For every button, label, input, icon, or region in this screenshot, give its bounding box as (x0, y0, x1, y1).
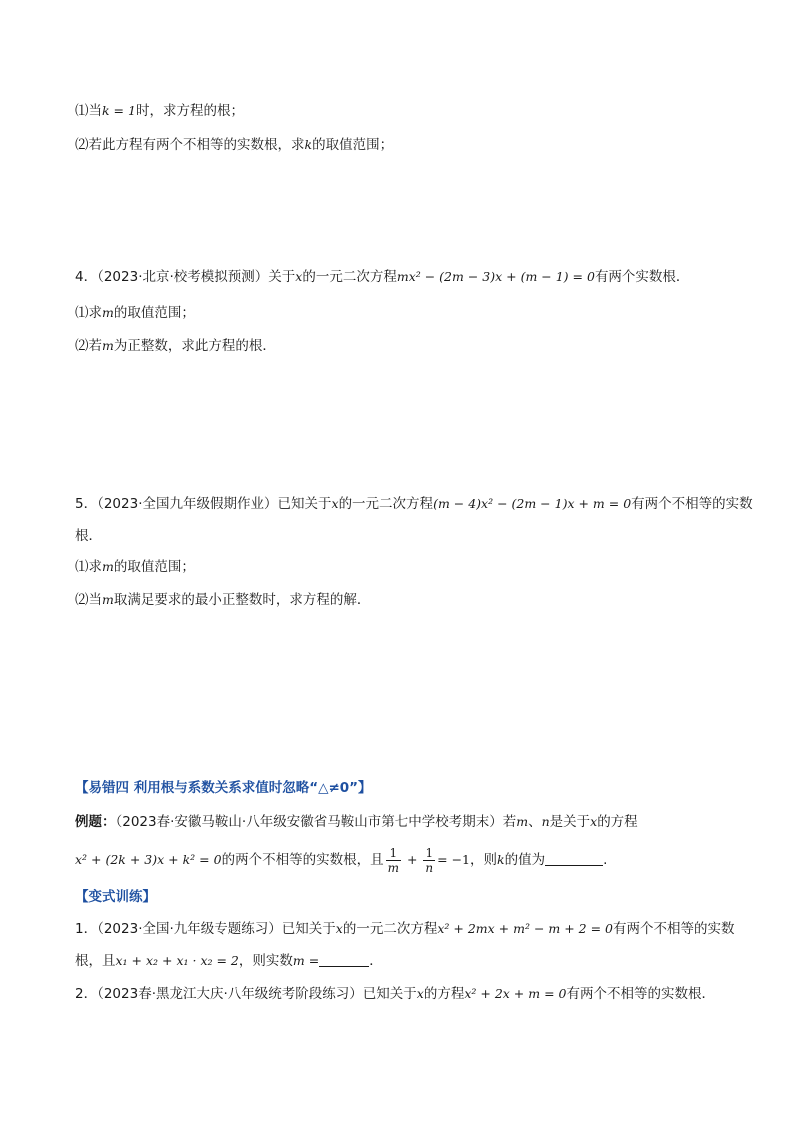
q5-part1 (75, 557, 195, 577)
q5-part2 (75, 590, 370, 610)
q4-part2 (75, 336, 276, 356)
practice1-suffix: 有两个不相等的实数 (613, 921, 735, 937)
q5-var-x: x (331, 496, 339, 511)
practice1-condition: x₁ + x₂ + x₁ · x₂ = 2 (115, 953, 239, 968)
q3-part1 (75, 101, 244, 121)
practice-item1-line1 (75, 919, 735, 939)
q4-stem-mid: 的一元二次方程 (302, 269, 397, 285)
q5-stem-mid: 的一元二次方程 (338, 496, 434, 512)
practice2-mid: 的方程 (423, 986, 465, 1002)
q4-equation: mx² − (2m − 3)x + (m − 1) = 0 (396, 269, 595, 284)
fraction-1-numerator: 1 (386, 846, 401, 861)
practice2-source: 2．（2023春·黑龙江大庆·八年级统考阶段练习）已知关于 (75, 986, 417, 1002)
example-var-x: x (590, 814, 598, 829)
q4-var-x: x (295, 269, 303, 284)
q5-part1-prefix: ⑴求 (75, 559, 102, 575)
example-mid: 是关于 (549, 814, 591, 830)
answer-blank[interactable] (545, 851, 603, 866)
practice1-line2-prefix: 根，且 (75, 953, 116, 969)
practice2-var-x: x (416, 986, 424, 1001)
example-var-n: n (541, 814, 550, 829)
q5-stem-line2: 根． (75, 528, 102, 544)
practice-item1-line2 (75, 951, 383, 971)
example-line2-text: 的两个不相等的实数根，且 (221, 852, 384, 868)
example-line2: x² + (2k + 3)x + k² = 0的两个不相等的实数根，且 $\frac{1}{m}$ + $\frac{1}{n}$ = −1，则k的值为 . (75, 845, 608, 875)
q5-part2-prefix: ⑵当 (75, 592, 102, 608)
q4-part2-var: m (102, 338, 114, 353)
example-line1 (75, 812, 638, 832)
practice1-mid: 的一元二次方程 (342, 921, 438, 937)
fraction-1-over-n (423, 846, 435, 875)
example-end-mark: . (603, 852, 608, 868)
q5-stem-suffix: 有两个不相等的实数 (631, 496, 753, 512)
practice2-suffix: 有两个不相等的实数根． (566, 986, 715, 1002)
q5-stem (75, 494, 753, 514)
q4-part2-prefix: ⑵若 (75, 338, 102, 354)
q3-part2 (75, 135, 393, 155)
section-heading: 【易错四 利用根与系数关系求值时忽略“△≠0”】 (75, 780, 372, 796)
q4-part1-prefix: ⑴求 (75, 305, 102, 321)
q5-part2-var: m (102, 592, 114, 607)
q5-equation: (m − 4)x² − (2m − 1)x + m = 0 (433, 496, 632, 511)
q5-stem-prefix: 5．（2023·全国九年级假期作业）已知关于 (75, 496, 332, 512)
q4-stem-suffix: 有两个实数根． (594, 269, 690, 285)
example-source: （2023春·安徽马鞍山·八年级安徽省马鞍山市第七中学校考期末）若 (115, 814, 517, 830)
example-separator: 、 (528, 814, 542, 830)
practice-item2 (75, 984, 715, 1004)
example-suffix: 的方程 (597, 814, 638, 830)
practice1-answer-blank[interactable] (319, 952, 369, 967)
fraction-1-denominator: m (387, 860, 399, 875)
example-var-m: m (516, 814, 529, 829)
practice1-end-mark: ． (369, 953, 383, 969)
fraction-rhs: = −1 (437, 852, 470, 867)
q5-part1-text: 的取值范围； (113, 559, 195, 575)
practice2-equation: x² + 2x + m = 0 (464, 986, 567, 1001)
example-var-k: k (497, 852, 505, 867)
practice-heading: 【变式训练】 (75, 889, 156, 905)
example-equation: x² + (2k + 3)x + k² = 0 (75, 852, 222, 867)
fraction-2-denominator: n (425, 860, 434, 875)
q3-part2-prefix: ⑵若此方程有两个不相等的实数根，求 (75, 137, 305, 153)
q3-part2-var: k (304, 137, 313, 152)
practice1-var-x: x (335, 921, 343, 936)
practice1-equation: x² + 2mx + m² − m + 2 = 0 (437, 921, 613, 936)
q3-part1-math: k = 1 (102, 103, 136, 118)
fraction-2-numerator: 1 (423, 846, 435, 861)
q4-stem-prefix: 4．（2023·北京·校考模拟预测）关于 (75, 269, 296, 285)
example-tail-prefix: ，则 (470, 852, 497, 868)
practice1-m-equals: m = (292, 953, 320, 968)
q4-part1 (75, 303, 195, 323)
fraction-1-over-m (386, 846, 401, 875)
practice1-line2-mid: ，则实数 (238, 953, 293, 969)
q3-part1-prefix: ⑴当 (75, 103, 102, 119)
q4-part1-text: 的取值范围； (113, 305, 195, 321)
q4-part2-text: 为正整数，求此方程的根． (113, 338, 276, 354)
example-tail-text: 的值为 (504, 852, 546, 868)
q4-part1-var: m (102, 305, 114, 320)
q3-part2-text: 的取值范围； (312, 137, 394, 153)
q4-stem (75, 267, 689, 287)
practice1-source: 1．（2023·全国·九年级专题练习）已知关于 (75, 921, 336, 937)
q5-part2-text: 取满足要求的最小正整数时，求方程的解． (113, 592, 371, 608)
q5-part1-var: m (102, 559, 114, 574)
q3-part1-text: 时，求方程的根； (135, 103, 244, 119)
example-label: 例题： (75, 814, 116, 830)
